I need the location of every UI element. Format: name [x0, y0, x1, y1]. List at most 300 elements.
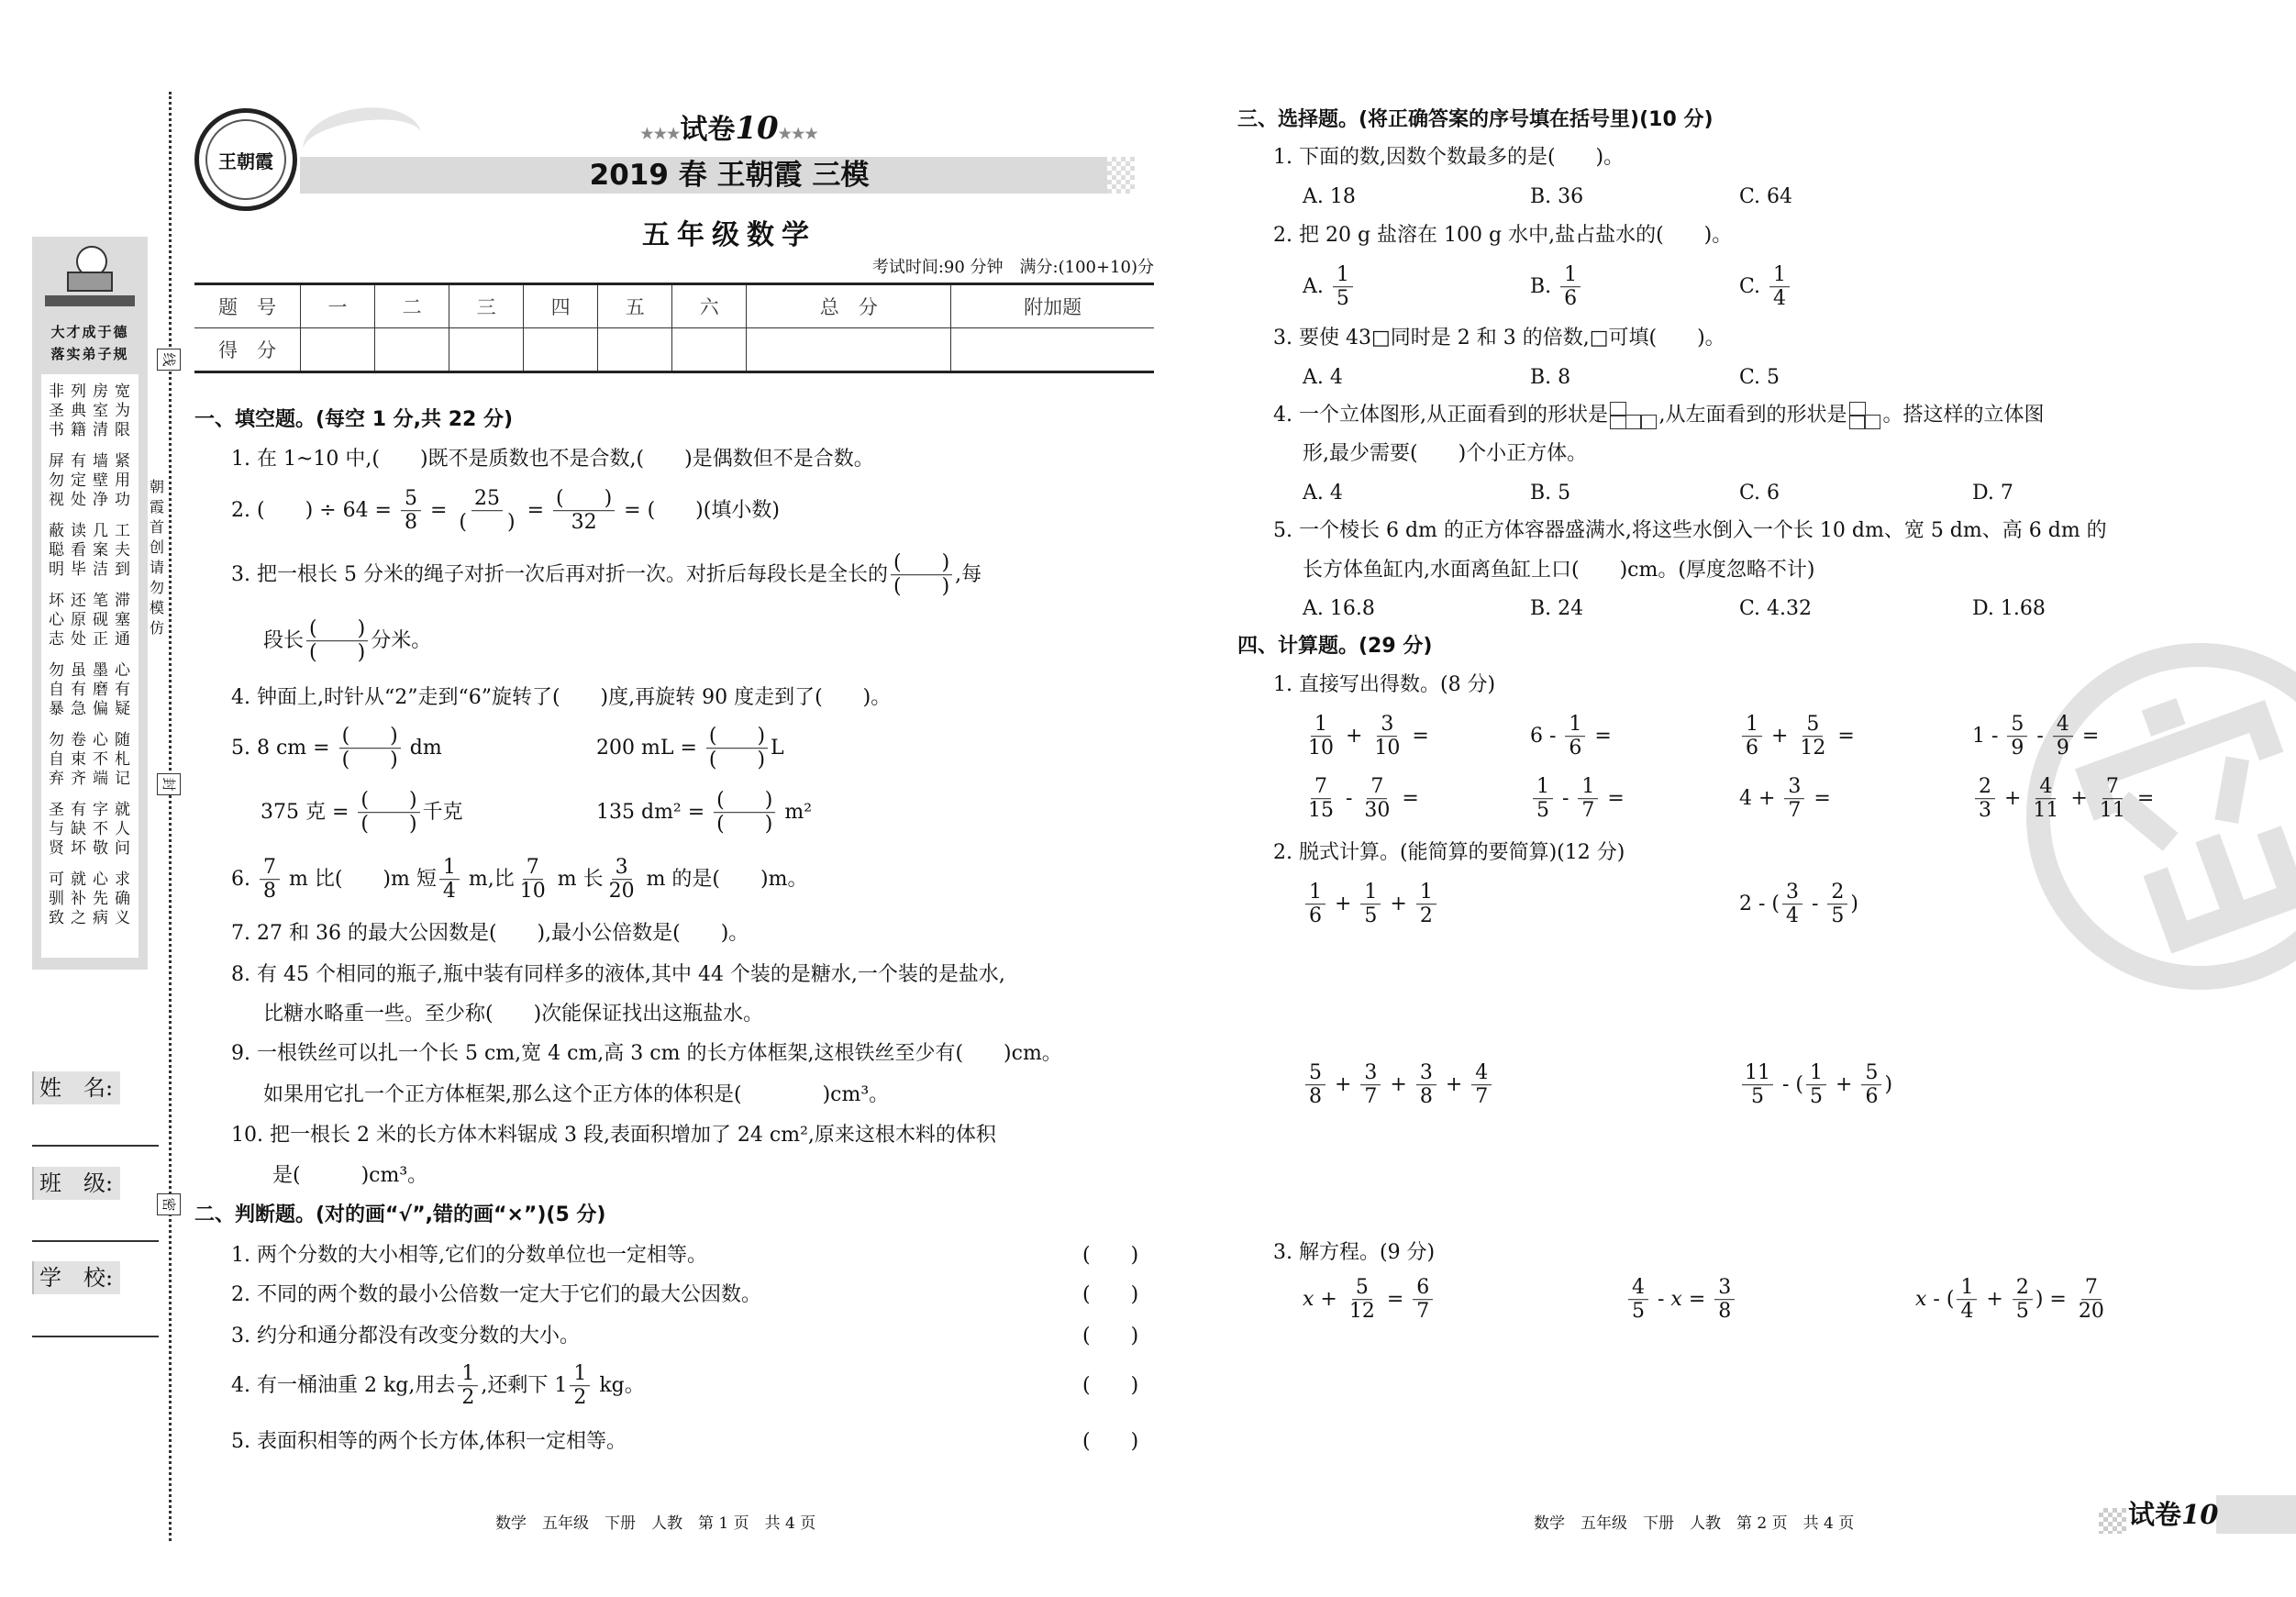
tag-decoration — [2099, 1508, 2126, 1534]
fraction — [1560, 263, 1581, 311]
denominator: 10 — [1308, 737, 1334, 760]
choice-option — [1303, 263, 1356, 311]
fraction — [1861, 1061, 1881, 1109]
fraction — [1413, 1276, 1433, 1324]
score-table-score-row — [194, 328, 1154, 372]
fill-question-2 — [231, 487, 780, 535]
step-calc — [1303, 881, 1439, 928]
text-segment: 4. 钟面上,时针从“2”走到“6”旋转了( )度,再旋转 90 度走到了( )。 — [231, 686, 892, 709]
score-header-cell: 总 分 — [747, 284, 951, 328]
text-segment: B. — [1530, 275, 1558, 298]
numerator: 4 — [1471, 1061, 1492, 1085]
text-segment: B. 5 — [1530, 482, 1571, 505]
motto-line: 落实弟子规 — [50, 346, 129, 362]
denominator: 10 — [519, 880, 546, 904]
calc-part3-title: 3. 解方程。(9 分) — [1273, 1241, 1436, 1264]
text-segment: ) = — [2035, 1288, 2073, 1311]
denominator: 12 — [1348, 1300, 1375, 1324]
text-segment: 如果用它扎一个正方体框架,那么这个正方体的体积是( )cm³。 — [263, 1083, 890, 1106]
fraction — [1416, 881, 1436, 928]
numerator: 25 — [471, 487, 503, 511]
fraction — [1806, 1061, 1826, 1109]
exam-title: 2019 春 王朝霞 三模 — [589, 159, 870, 192]
text-segment: m 的是( )m。 — [639, 868, 808, 891]
fill-question-9-cont — [263, 1081, 889, 1109]
fill-question-3-cont — [263, 617, 431, 665]
text-segment: = — [1588, 725, 1612, 748]
fill-question-4 — [231, 684, 891, 712]
fraction — [1565, 713, 1585, 760]
numerator: 7 — [2081, 1276, 2102, 1300]
text-segment: 6. — [231, 868, 257, 891]
text-segment: kg。 — [593, 1374, 645, 1397]
choice-option — [1972, 595, 2046, 623]
numerator: 1 — [458, 1362, 478, 1386]
fraction — [260, 856, 280, 904]
fill-question-10 — [231, 1122, 996, 1149]
fill-question-1 — [231, 446, 874, 473]
choice-option — [1530, 480, 1570, 507]
denominator: 7 — [1475, 1085, 1489, 1109]
fill-question-8-cont — [263, 1001, 763, 1028]
oral-calc — [1530, 775, 1625, 823]
denominator: 20 — [2078, 1300, 2104, 1324]
score-header-cell: 二 — [375, 284, 449, 328]
text-segment: 2 - ( — [1739, 893, 1780, 915]
denominator: 5 — [1336, 287, 1349, 311]
denominator: 8 — [262, 880, 276, 904]
poem-row: 书籍清限 — [49, 421, 137, 439]
score-table — [194, 283, 1154, 373]
paper-tag — [2091, 1495, 2296, 1534]
choice-question-4 — [1273, 402, 2045, 429]
text-segment: + — [1998, 787, 2028, 810]
denominator: 6 — [1309, 904, 1322, 928]
denominator: 2 — [1419, 904, 1433, 928]
fraction — [339, 725, 401, 772]
numerator: 1 — [1957, 1276, 1977, 1300]
fraction — [714, 789, 775, 837]
choice-question-5-cont — [1303, 557, 1815, 584]
denominator: 5 — [1751, 1085, 1764, 1109]
judge-answer-blank[interactable]: ( ) — [1082, 1325, 1139, 1347]
text-segment: m 长 — [550, 868, 604, 891]
denominator: 5 — [1364, 904, 1378, 928]
text-segment: ,从左面看到的形状是 — [1658, 404, 1847, 427]
denominator: ( ) — [893, 575, 950, 599]
variable: x — [1915, 1288, 1927, 1311]
tag-text — [2128, 1495, 2218, 1534]
numerator: 1 — [1360, 881, 1381, 904]
oral-calc — [1972, 775, 2154, 823]
text-segment: = ( )(填小数) — [617, 499, 780, 522]
text-segment: C. 6 — [1739, 482, 1780, 505]
fill-question-5d — [596, 789, 812, 837]
variable: x — [1670, 1288, 1682, 1311]
numerator: ( ) — [714, 789, 775, 813]
section1-title: 一、填空题。(每空 1 分,共 22 分) — [194, 408, 514, 431]
school-input-line[interactable] — [32, 1336, 159, 1337]
binding-mark-line: 线 — [157, 349, 181, 371]
choice-option — [1303, 480, 1343, 507]
fraction — [2013, 1276, 2033, 1324]
choice-option — [1739, 263, 1792, 311]
numerator: 1 — [1311, 713, 1331, 737]
fraction — [1784, 775, 1804, 823]
text-segment: 200 mL = — [596, 737, 704, 760]
choice-option — [1303, 364, 1343, 392]
fraction — [553, 487, 615, 535]
fraction — [1742, 713, 1762, 760]
text-segment: + — [1765, 725, 1795, 748]
text-segment: 比糖水略重一些。至少称( )次能保证找出这瓶盐水。 — [263, 1003, 764, 1026]
score-cell[interactable] — [951, 328, 1154, 372]
denominator: 6 — [1564, 287, 1578, 311]
numerator: 7 — [2102, 775, 2123, 799]
class-input-line[interactable] — [32, 1240, 159, 1242]
poem-row: 屏有墙紧 — [49, 452, 137, 471]
denominator: 4 — [1773, 287, 1787, 311]
score-cell[interactable] — [524, 328, 598, 372]
denominator: 2 — [573, 1386, 587, 1410]
judge-question-5 — [231, 1428, 627, 1456]
name-label: 姓 名: — [32, 1071, 120, 1104]
score-cell[interactable] — [672, 328, 747, 372]
text-segment: = — [1681, 1288, 1713, 1311]
fraction — [1742, 1061, 1773, 1109]
numerator: 3 — [1784, 775, 1804, 799]
text-segment: = — [1380, 1288, 1411, 1311]
text-segment: dm — [403, 737, 442, 760]
numerator: 3 — [612, 856, 632, 880]
text-segment: D. 7 — [1972, 482, 2013, 505]
fraction — [1361, 775, 1392, 823]
oral-calc — [1739, 775, 1831, 823]
denominator: 5 — [2015, 1300, 2029, 1324]
oral-calc — [1303, 775, 1419, 823]
denominator: 9 — [2056, 737, 2069, 760]
text-segment: C. — [1739, 275, 1768, 298]
text-segment: C. 5 — [1739, 366, 1780, 389]
text-segment: 3. 把一根长 5 分米的绳子对折一次后再对折一次。对折后每段长是全长的 — [231, 563, 888, 586]
poem-group — [41, 383, 139, 440]
fraction — [2076, 1276, 2107, 1324]
fraction — [570, 1362, 590, 1410]
numerator: 1 — [1806, 1061, 1826, 1085]
poem-row: 致之病义 — [49, 909, 137, 927]
judge-answer-blank[interactable]: ( ) — [1082, 1430, 1139, 1453]
text-segment: 形,最少需要( )个小正方体。 — [1303, 442, 1588, 465]
poem-row: 勿虽墨心 — [49, 661, 137, 680]
text-segment: + — [1328, 893, 1359, 915]
denominator: 6 — [1746, 737, 1758, 760]
denominator: 7 — [1416, 1300, 1430, 1324]
numerator: 11 — [1742, 1061, 1773, 1085]
score-cell[interactable] — [375, 328, 449, 372]
poem-row: 暴急偏疑 — [49, 700, 137, 718]
poem-group — [41, 731, 139, 789]
denominator: ( ) — [309, 641, 366, 665]
series-number: 10 — [735, 110, 779, 147]
denominator: 8 — [404, 511, 417, 535]
numerator: 7 — [1367, 775, 1387, 799]
denominator: ( ) — [459, 511, 516, 535]
poem-group — [41, 522, 139, 580]
fraction — [891, 551, 952, 599]
score-row-label: 得 分 — [194, 328, 301, 372]
page-footer-right: 数学 五年级 下册 人教 第 2 页 共 4 页 — [1534, 1514, 1855, 1533]
subject-title: 五年级数学 — [642, 219, 816, 251]
choice-question-5 — [1273, 517, 2107, 545]
numerator: 5 — [1305, 1061, 1325, 1085]
denominator: 5 — [1632, 1300, 1645, 1324]
tag-label: 试卷 — [2128, 1499, 2182, 1530]
numerator: 3 — [1416, 1061, 1436, 1085]
binding-mark-secret: 密 — [157, 1193, 181, 1215]
tag-band — [2216, 1495, 2296, 1534]
poem-row: 自束不札 — [49, 750, 137, 769]
motto-line: 大才成于德 — [50, 324, 129, 340]
denominator: 6 — [1569, 737, 1582, 760]
numerator: 5 — [1352, 1276, 1372, 1300]
score-header-cell: 题 号 — [194, 284, 301, 328]
score-cell[interactable] — [449, 328, 524, 372]
fill-question-5a — [231, 725, 442, 772]
fraction — [1957, 1276, 1977, 1324]
text-segment: 5. 8 cm = — [231, 737, 337, 760]
fraction — [458, 1362, 478, 1410]
oral-calc — [1739, 713, 1855, 760]
text-segment: A. 18 — [1303, 185, 1356, 208]
fraction — [1769, 263, 1790, 311]
fill-question-5c — [261, 789, 463, 837]
fraction — [1347, 1276, 1378, 1324]
text-segment: ) — [1850, 893, 1859, 915]
judge-question-4 — [231, 1362, 645, 1410]
numerator: ( ) — [553, 487, 615, 511]
score-cell[interactable] — [747, 328, 951, 372]
denominator: 12 — [1800, 737, 1826, 760]
poem-row: 圣有字就 — [49, 801, 137, 819]
text-segment: 段长 — [263, 629, 305, 652]
text-segment: 1. 在 1~10 中,( )既不是质数也不是合数,( )是偶数但不是合数。 — [231, 448, 874, 471]
numerator: 2 — [1975, 775, 1995, 799]
denominator: 5 — [1536, 799, 1549, 823]
denominator: 5 — [1831, 904, 1845, 928]
numerator: ( ) — [306, 617, 368, 641]
numerator: 2 — [2013, 1276, 2033, 1300]
series-label — [550, 108, 908, 154]
student-illustration — [67, 246, 113, 292]
text-segment: - ( — [1926, 1288, 1955, 1311]
text-segment: + — [1383, 1073, 1414, 1096]
text-segment: B. 24 — [1530, 597, 1584, 620]
text-segment: 4. 有一桶油重 2 kg,用去 — [231, 1374, 456, 1397]
oral-calc — [1530, 713, 1612, 760]
poem-row: 驯补先确 — [49, 890, 137, 908]
text-segment: m 比( )m 短 — [282, 868, 437, 891]
text-segment: B. 36 — [1530, 185, 1584, 208]
fraction — [517, 856, 549, 904]
numerator: 1 — [1333, 263, 1353, 287]
text-segment: 分米。 — [371, 629, 432, 652]
fraction — [1782, 881, 1802, 928]
text-segment: D. 1.68 — [1972, 597, 2046, 620]
poem-group — [41, 871, 139, 928]
judge-question-2 — [231, 1281, 761, 1309]
choice-option — [1739, 595, 1812, 623]
text-segment: + — [1980, 1288, 2010, 1311]
denominator: 4 — [442, 880, 456, 904]
denominator: 8 — [1419, 1085, 1433, 1109]
text-segment: 长方体鱼缸内,水面离鱼缸上口( )cm。(厚度忽略不计) — [1303, 559, 1815, 582]
class-label: 班 级: — [32, 1167, 120, 1200]
brand-logo — [194, 108, 297, 211]
equation — [1915, 1276, 2110, 1324]
variable: x — [1303, 1288, 1314, 1311]
text-segment: - ( — [1776, 1073, 1804, 1096]
calc-part1-title: 1. 直接写出得数。(8 分) — [1273, 673, 1496, 696]
section2-title: 二、判断题。(对的画“√”,错的画“×”)(5 分) — [194, 1203, 606, 1226]
fraction — [1797, 713, 1828, 760]
fraction — [1714, 1276, 1735, 1324]
choice-option — [1303, 595, 1375, 623]
denominator: 32 — [571, 511, 597, 535]
text-segment: 5. 一个棱长 6 dm 的正方体容器盛满水,将这些水倒入一个长 10 dm、宽 5 dm、高 6 dm 的 — [1273, 519, 2107, 542]
oral-calc — [1972, 713, 2099, 760]
text-segment: 375 克 = — [261, 801, 356, 824]
text-segment: A. 4 — [1303, 366, 1343, 389]
score-header-cell: 一 — [301, 284, 375, 328]
text-segment: 2. 把 20 g 盐溶在 100 g 水中,盐占盐水的( )。 — [1273, 224, 1733, 247]
judge-answer-blank[interactable]: ( ) — [1082, 1374, 1139, 1397]
fraction — [1628, 1276, 1648, 1324]
choice-question-3 — [1273, 325, 1725, 352]
numerator: 7 — [1311, 775, 1331, 799]
text-segment: ,每 — [955, 563, 982, 586]
text-segment: B. 8 — [1530, 366, 1571, 389]
text-segment: - — [1339, 787, 1359, 810]
text-segment: = — [423, 499, 454, 522]
poem-row: 明毕洁到 — [49, 560, 137, 579]
poem-group — [41, 592, 139, 649]
binding-mark-seal: 封 — [157, 773, 181, 795]
score-header-cell: 五 — [598, 284, 672, 328]
score-header-cell: 三 — [449, 284, 524, 328]
text-segment: 8. 有 45 个相同的瓶子,瓶中装有同样多的液体,其中 44 个装的是糖水,一个装的是盐水, — [231, 963, 1005, 986]
text-segment: + — [1438, 1073, 1470, 1096]
text-segment: + — [1328, 1073, 1359, 1096]
fraction — [439, 856, 460, 904]
fraction — [1305, 713, 1337, 760]
text-segment: A. — [1303, 275, 1330, 298]
numerator: 6 — [1413, 1276, 1433, 1300]
fraction — [2053, 713, 2073, 760]
name-input-line[interactable] — [32, 1145, 159, 1147]
text-segment: 10. 把一根长 2 米的长方体木料锯成 3 段,表面积增加了 24 cm²,原来这根木料的体积 — [231, 1124, 996, 1147]
poem-group — [41, 452, 139, 510]
text-segment: m² — [778, 801, 813, 824]
text-segment: = — [1831, 725, 1855, 748]
logo-text: 王朝霞 — [205, 119, 286, 200]
choice-option — [1530, 183, 1583, 211]
denominator: 8 — [1309, 1085, 1322, 1109]
text-segment: 2. ( ) ÷ 64 = — [231, 499, 398, 522]
numerator: 1 — [1742, 713, 1762, 737]
stars-right: ★★★ — [778, 125, 818, 142]
page-footer-left: 数学 五年级 下册 人教 第 1 页 共 4 页 — [495, 1514, 816, 1533]
poem-row: 坏还笔滞 — [49, 592, 137, 610]
text-segment: 1. 两个分数的大小相等,它们的分数单位也一定相等。 — [231, 1244, 707, 1267]
text-segment: = — [1405, 725, 1429, 748]
text-segment: + — [1314, 1288, 1344, 1311]
numerator: 4 — [2053, 713, 2073, 737]
denominator: 10 — [1374, 737, 1401, 760]
text-segment: C. 4.32 — [1739, 597, 1813, 620]
denominator: 4 — [1786, 904, 1799, 928]
fraction — [1416, 1061, 1436, 1109]
text-segment: 135 dm² = — [596, 801, 712, 824]
text-segment: = — [520, 499, 550, 522]
fraction — [1533, 775, 1553, 823]
fraction — [1333, 263, 1353, 311]
poem-row: 与缺不人 — [49, 820, 137, 838]
choice-option — [1739, 183, 1792, 211]
fraction — [706, 725, 768, 772]
fraction — [1305, 881, 1325, 928]
score-header-cell: 六 — [672, 284, 747, 328]
stars-left: ★★★ — [640, 125, 681, 142]
poem-row: 心原砚塞 — [49, 611, 137, 629]
text-segment: + — [1383, 893, 1414, 915]
text-segment: - — [2030, 725, 2050, 748]
numerator: 1 — [1565, 713, 1585, 737]
judge-answer-blank[interactable]: ( ) — [1082, 1244, 1139, 1267]
fraction — [358, 789, 419, 837]
fraction — [1827, 881, 1847, 928]
copyright-note: 朝霞首创 请勿模仿 — [149, 478, 180, 637]
choice-option — [1530, 263, 1583, 311]
denominator: 7 — [1581, 799, 1595, 823]
score-cell[interactable] — [598, 328, 672, 372]
text-segment: A. 16.8 — [1303, 597, 1375, 620]
numerator: 5 — [1802, 713, 1823, 737]
score-header-cell: 四 — [524, 284, 598, 328]
text-segment: ,还剩下 1 — [481, 1374, 568, 1397]
numerator: 1 — [1305, 881, 1325, 904]
numerator: 4 — [1628, 1276, 1648, 1300]
denominator: ( ) — [360, 813, 417, 837]
numerator: 5 — [401, 487, 421, 511]
choice-option — [1530, 364, 1570, 392]
numerator: 1 — [1578, 775, 1598, 799]
fraction — [1975, 775, 1995, 823]
denominator: 9 — [2011, 737, 2024, 760]
text-segment: + — [1339, 725, 1370, 748]
denominator: 2 — [461, 1386, 475, 1410]
poem-row: 志处正通 — [49, 630, 137, 649]
text-segment: A. 4 — [1303, 482, 1343, 505]
fraction — [1305, 1061, 1325, 1109]
text-segment: - — [1805, 893, 1825, 915]
denominator: 5 — [1810, 1085, 1824, 1109]
poem-row: 非列房宽 — [49, 383, 137, 401]
text-segment: 是( )cm³。 — [272, 1164, 428, 1187]
numerator: 1 — [439, 856, 460, 880]
judge-answer-blank[interactable]: ( ) — [1082, 1283, 1139, 1306]
poem-row: 可就心求 — [49, 871, 137, 889]
score-cell[interactable] — [301, 328, 375, 372]
